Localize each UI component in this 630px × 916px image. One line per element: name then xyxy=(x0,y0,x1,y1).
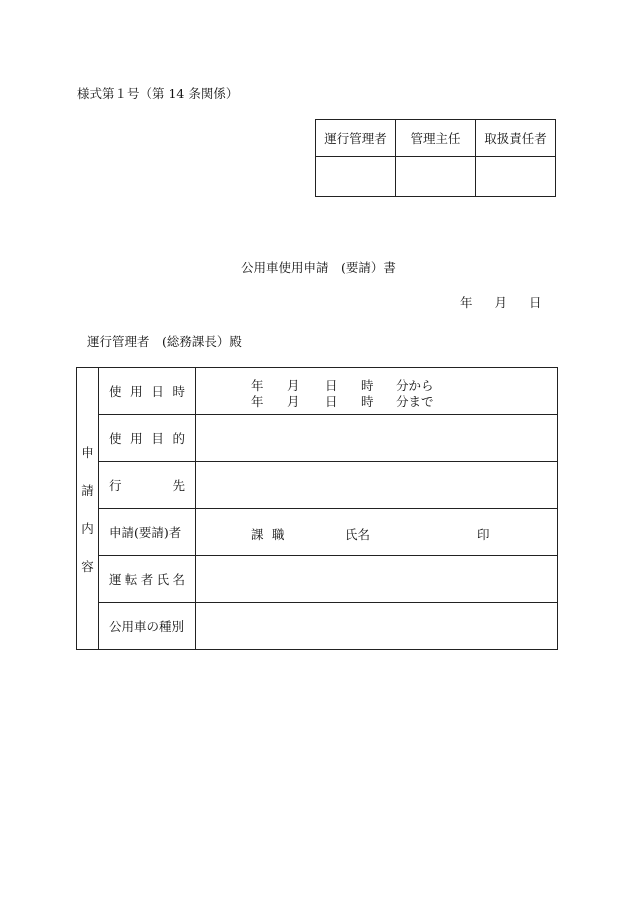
label-usage-datetime xyxy=(99,368,196,415)
section-label xyxy=(77,368,99,650)
label-char: 使 xyxy=(109,431,122,446)
datetime-to: 年 月 日 時 分まで xyxy=(251,394,434,409)
applicant-position: 職 xyxy=(272,527,285,542)
approval-header-operations-manager: 運行管理者 xyxy=(316,120,396,157)
label-char: 用 xyxy=(130,431,143,446)
label-char: 運 xyxy=(109,572,122,587)
applicant-dept: 課 xyxy=(251,527,264,542)
label-driver xyxy=(99,556,196,603)
approval-stamp-operations-manager[interactable] xyxy=(316,157,396,197)
label-char: 者 xyxy=(140,572,154,587)
form-reference: 様式第１号（第 14 条関係） xyxy=(77,86,239,101)
approval-stamp-chief[interactable] xyxy=(396,157,476,197)
section-char: 内 xyxy=(81,520,94,536)
section-char: 申 xyxy=(81,444,94,460)
label-char: 用 xyxy=(130,384,143,399)
date-day: 日 xyxy=(529,295,542,310)
field-purpose[interactable] xyxy=(196,415,558,462)
label-char: 使 xyxy=(109,384,122,399)
field-driver[interactable] xyxy=(196,556,558,603)
label-char: 先 xyxy=(172,478,185,493)
label-vehicle-type xyxy=(99,603,196,650)
section-char: 請 xyxy=(81,482,94,498)
approval-header-officer: 取扱責任者 xyxy=(476,120,556,157)
addressee: 運行管理者 (総務課長）殿 xyxy=(87,334,242,349)
section-char: 容 xyxy=(81,558,94,574)
label-text: 公用車の種別 xyxy=(109,619,185,634)
label-char: 時 xyxy=(172,384,185,399)
approval-stamp-table xyxy=(315,119,556,197)
label-char: 名 xyxy=(172,572,185,587)
label-char: 転 xyxy=(124,572,138,587)
field-applicant[interactable] xyxy=(196,509,558,556)
date-year: 年 xyxy=(460,295,473,310)
datetime-from: 年 月 日 時 分から xyxy=(251,378,434,393)
label-char: 行 xyxy=(109,478,122,493)
field-usage-datetime[interactable] xyxy=(196,368,558,415)
label-char: 的 xyxy=(172,431,185,446)
date-line xyxy=(460,293,542,311)
label-char: 目 xyxy=(151,431,164,446)
date-month: 月 xyxy=(494,295,508,310)
approval-header-chief: 管理主任 xyxy=(396,120,476,157)
application-form-table xyxy=(76,367,558,650)
label-applicant xyxy=(99,509,196,556)
field-destination[interactable] xyxy=(196,462,558,509)
label-purpose xyxy=(99,415,196,462)
document-title: 公用車使用申請 (要請）書 xyxy=(241,260,396,275)
applicant-name-label: 氏名 xyxy=(345,527,371,542)
label-char: 日 xyxy=(151,384,164,399)
approval-stamp-officer[interactable] xyxy=(476,157,556,197)
label-char: 氏 xyxy=(156,572,170,587)
label-text: 申請(要請)者 xyxy=(109,525,182,540)
field-vehicle-type[interactable] xyxy=(196,603,558,650)
label-destination xyxy=(99,462,196,509)
applicant-seal: 印 xyxy=(477,527,490,542)
